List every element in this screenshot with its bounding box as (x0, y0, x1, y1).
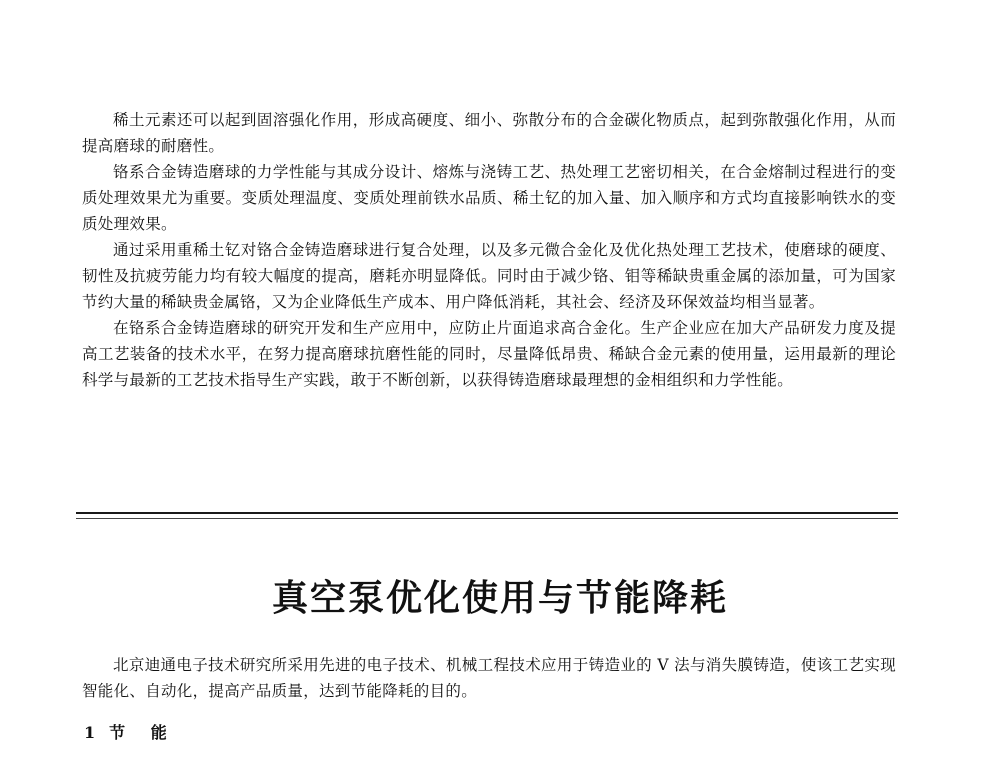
section-number: 1 (84, 723, 96, 742)
paragraph-development: 在铬系合金铸造磨球的研究开发和生产应用中，应防止片面追求高合金化。生产企业应在加大产品研发力度及提高工艺装备的技术水平，在努力提高磨球抗磨性能的同时，尽量降低昂贵、稀缺合金元素的使用量，运用最新的理论科学与最新的工艺技术指导生产实践，敢于不断创新，以获得铸造磨球最理想的金相组织和力学性能。 (82, 319, 896, 389)
paragraph-composite-treatment: 通过采用重稀土钇对铬合金铸造磨球进行复合处理，以及多元微合金化及优化热处理工艺技术，使磨球的硬度、韧性及抗疲劳能力均有较大幅度的提高，磨耗亦明显降低。同时由于减少铬、钼等稀缺贵重金属的添加量，可为国家节约大量的稀缺贵金属铬，又为企业降低生产成本、用户降低消耗，其社会、经济及环保效益均相当显著。 (82, 241, 896, 311)
article-title: 真空泵优化使用与节能降耗 (271, 578, 728, 619)
section-divider (76, 512, 898, 514)
section-divider-thin (76, 518, 898, 519)
paragraph-rare-earth: 稀土元素还可以起到固溶强化作用，形成高硬度、细小、弥散分布的合金碳化物质点，起到弥散强化作用，从而提高磨球的耐磨性。 (82, 111, 896, 155)
section-heading (84, 720, 177, 743)
paragraph-mechanical-properties: 铬系合金铸造磨球的力学性能与其成分设计、熔炼与浇铸工艺、热处理工艺密切相关，在合金熔制过程进行的变质处理效果尤为重要。变质处理温度、变质处理前铁水品质、稀土钇的加入量、加入顺序和方式均直接影响铁水的变质处理效果。 (82, 163, 896, 233)
previous-article-body (82, 107, 896, 393)
article-intro: 北京迪通电子技术研究所采用先进的电子技术、机械工程技术应用于铸造业的 V 法与消失膜铸造，使该工艺实现智能化、自动化，提高产品质量，达到节能降耗的目的。 (82, 656, 896, 700)
section-title: 节 能 (109, 723, 177, 742)
article-intro-block (82, 652, 896, 704)
